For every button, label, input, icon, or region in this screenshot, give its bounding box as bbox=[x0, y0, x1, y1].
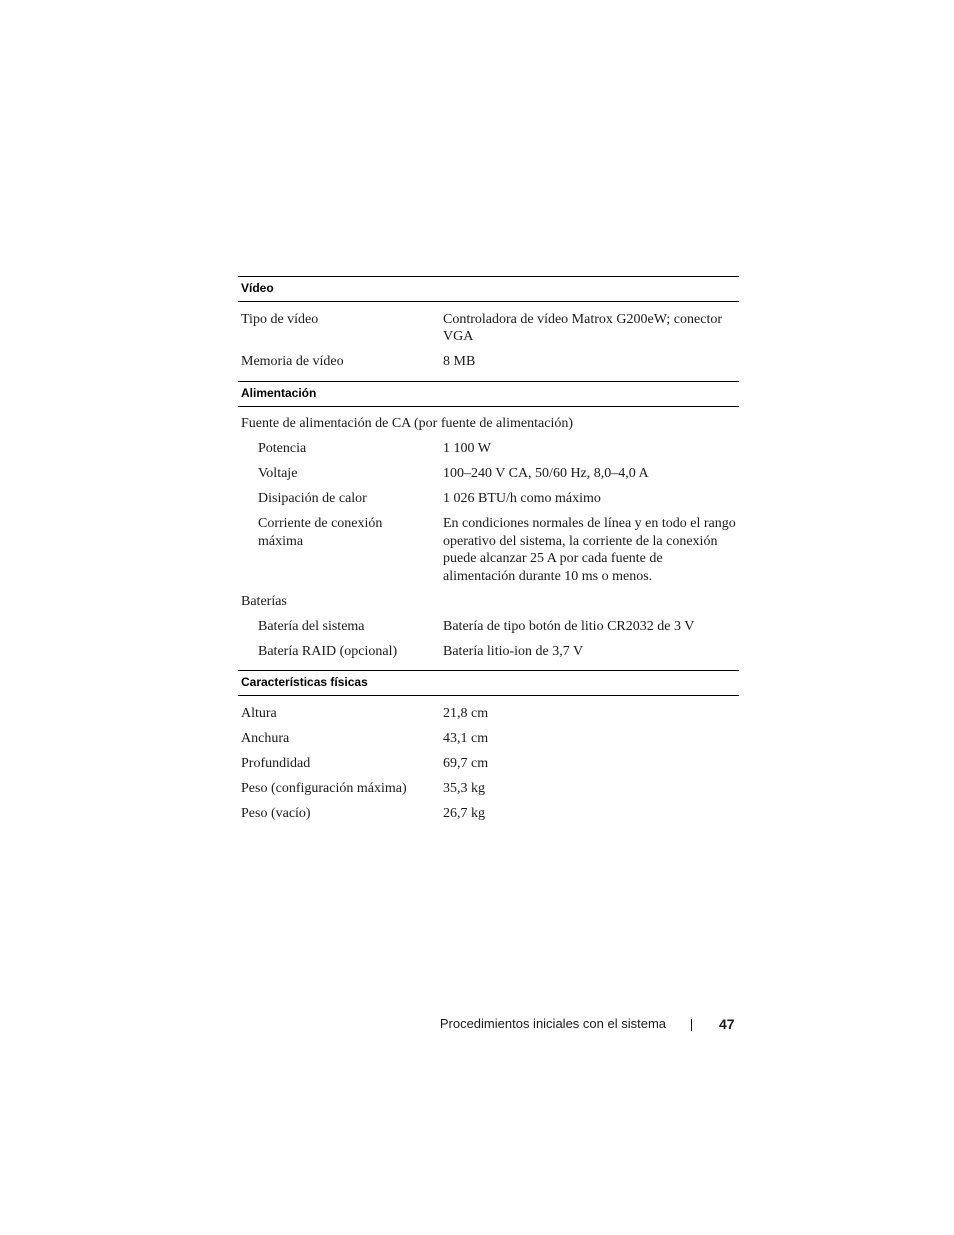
spec-label: Memoria de vídeo bbox=[241, 354, 344, 369]
spec-row bbox=[238, 755, 739, 773]
spec-value: 35,3 kg bbox=[443, 780, 485, 796]
spec-label: Peso (configuración máxima) bbox=[241, 780, 407, 796]
footer-separator bbox=[691, 1019, 692, 1031]
spec-label: Corriente de conexión máxima bbox=[258, 516, 383, 549]
section-header-video: Vídeo bbox=[238, 276, 739, 302]
spec-row bbox=[238, 805, 739, 823]
spec-row bbox=[238, 515, 739, 585]
spec-table bbox=[238, 276, 739, 832]
spec-group-label: Baterías bbox=[241, 593, 287, 609]
spec-value: 100–240 V CA, 50/60 Hz, 8,0–4,0 A bbox=[443, 466, 649, 481]
spec-label: Voltaje bbox=[258, 466, 298, 481]
section-body-physical bbox=[238, 696, 739, 832]
spec-group-row bbox=[238, 593, 739, 611]
spec-label: Disipación de calor bbox=[258, 491, 367, 506]
spec-label: Anchura bbox=[241, 730, 290, 746]
spec-row bbox=[238, 643, 739, 661]
spec-label: Potencia bbox=[258, 441, 307, 456]
spec-row bbox=[238, 780, 739, 798]
spec-row bbox=[238, 465, 739, 483]
spec-row bbox=[238, 353, 739, 371]
spec-value: 26,7 kg bbox=[443, 805, 485, 821]
section-header-physical: Características físicas bbox=[238, 670, 739, 696]
spec-row bbox=[238, 490, 739, 508]
spec-row bbox=[238, 730, 739, 748]
page-number: 47 bbox=[719, 1016, 735, 1032]
spec-label: Tipo de vídeo bbox=[241, 311, 319, 327]
spec-label: Altura bbox=[241, 705, 277, 721]
spec-value: Batería de tipo botón de litio CR2032 de 3 V bbox=[443, 618, 695, 634]
section-body-video bbox=[238, 302, 739, 381]
spec-value: 69,7 cm bbox=[443, 755, 489, 771]
spec-value: En condiciones normales de línea y en todo el rango operativo del sistema, la corriente de la conexión puede alcanzar 25 A por cada fuente de alimentación durante 10 ms o menos. bbox=[443, 516, 736, 584]
spec-value: 21,8 cm bbox=[443, 705, 489, 721]
spec-row bbox=[238, 705, 739, 723]
spec-value: 1 100 W bbox=[443, 441, 491, 456]
spec-label: Batería del sistema bbox=[258, 618, 365, 634]
spec-value: 1 026 BTU/h como máximo bbox=[443, 491, 601, 506]
spec-row bbox=[238, 440, 739, 458]
section-header-power: Alimentación bbox=[238, 381, 739, 407]
spec-row bbox=[238, 618, 739, 636]
spec-label: Batería RAID (opcional) bbox=[258, 643, 398, 659]
spec-value: Batería litio-ion de 3,7 V bbox=[443, 643, 584, 659]
section-body-power bbox=[238, 407, 739, 671]
footer-title: Procedimientos iniciales con el sistema bbox=[439, 1016, 666, 1031]
spec-value: 8 MB bbox=[443, 354, 476, 369]
spec-label: Profundidad bbox=[241, 755, 311, 771]
spec-group-row bbox=[238, 415, 739, 433]
spec-row bbox=[238, 311, 739, 346]
spec-group-label: Fuente de alimentación de CA (por fuente de alimentación) bbox=[241, 416, 573, 431]
spec-value: 43,1 cm bbox=[443, 730, 489, 746]
spec-label: Peso (vacío) bbox=[241, 805, 311, 821]
spec-value: Controladora de vídeo Matrox G200eW; conector VGA bbox=[443, 311, 723, 344]
